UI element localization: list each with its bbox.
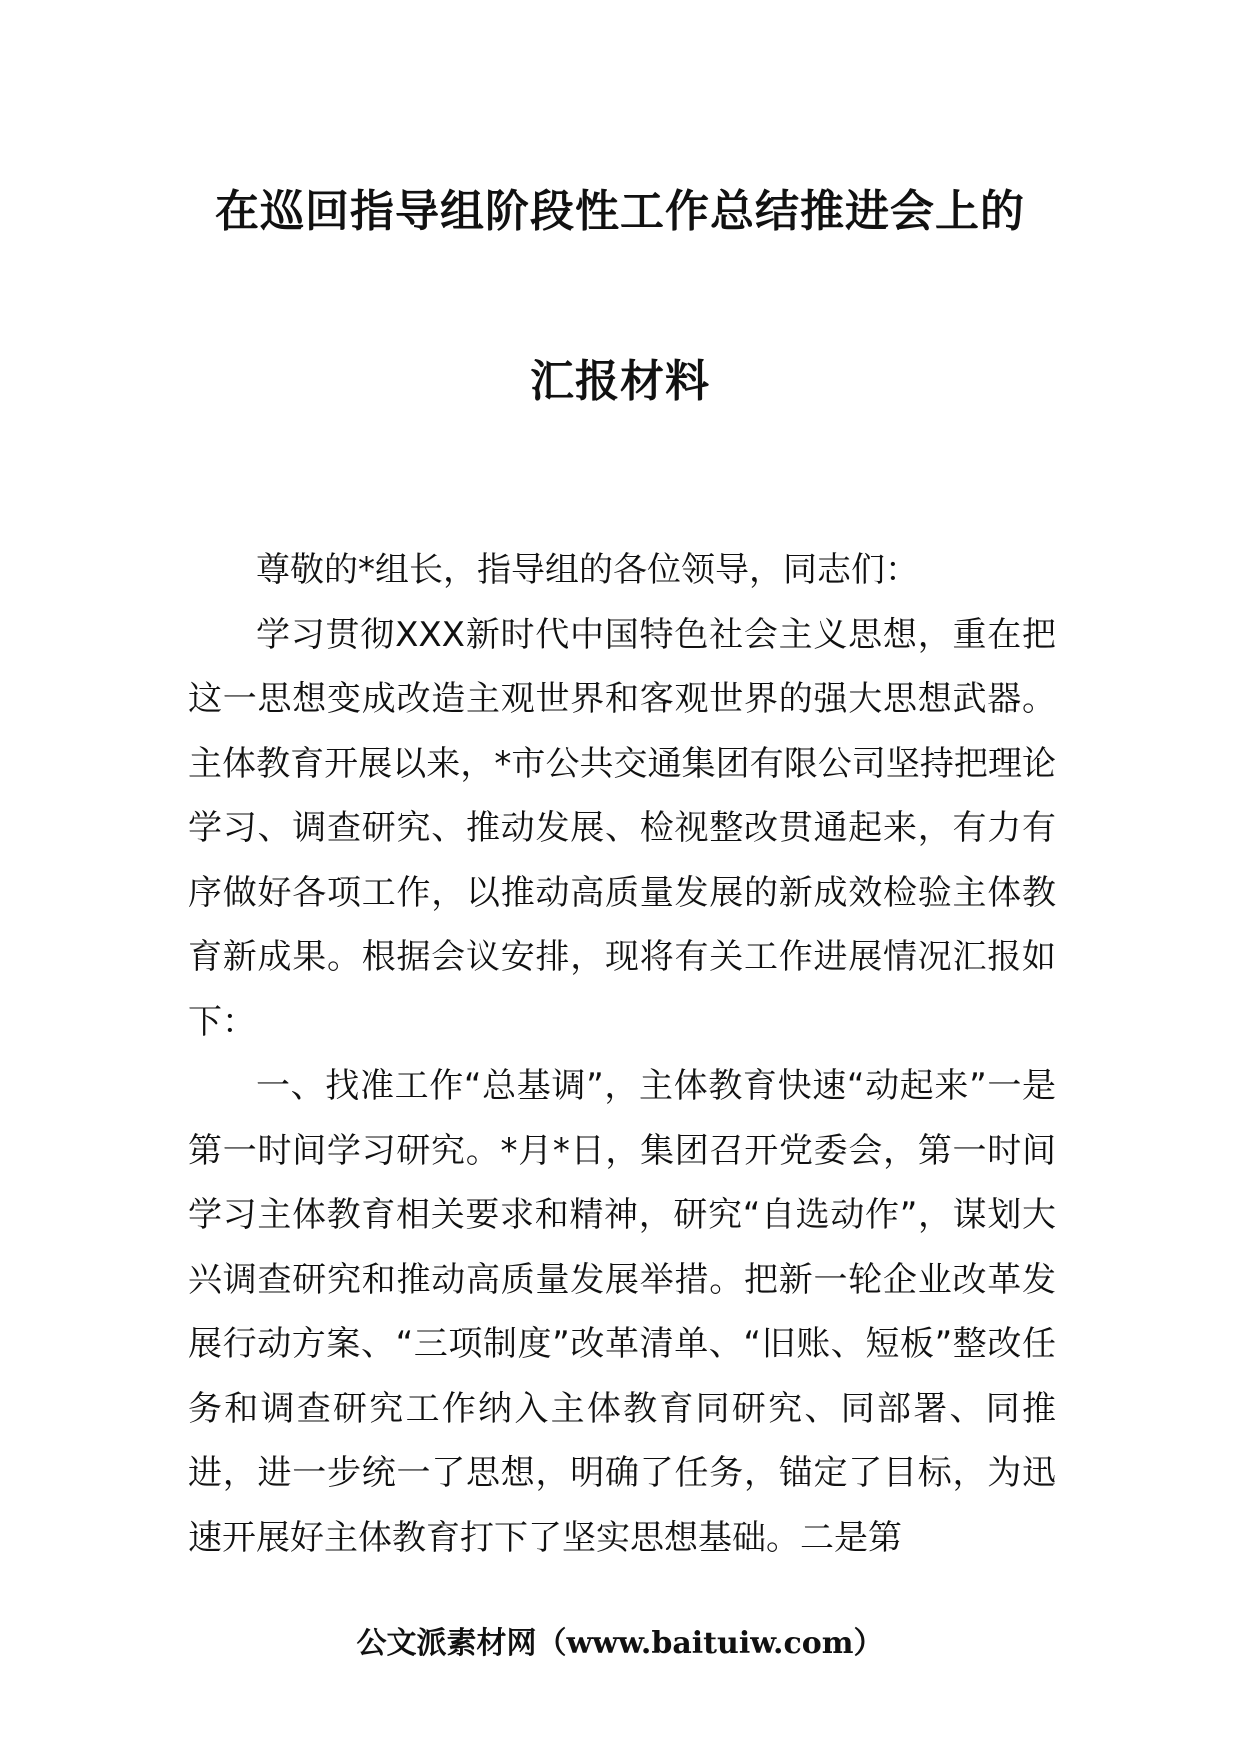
section-one-paragraph: 一、找准工作“总基调”，主体教育快速“动起来”一是第一时间学习研究。*月*日，集团召开党委会，第一时间学习主体教育相关要求和精神，研究“自选动作”，谋划大兴调查研究和推动高质量发展举措。把新一轮企业改革发展行动方案、“三项制度”改革清单、“旧账、短板”整改任务和调查研究工作纳入主体教育同研究、同部署、同推进，进一步统一了思想，明确了任务，锚定了目标，为迅速开展好主体教育打下了坚实思想基础。二是第: [188, 1066, 1056, 1558]
document-title-line-1: 在巡回指导组阶段性工作总结推进会上的: [215, 186, 1025, 237]
document-body: [188, 538, 1056, 1570]
salutation-paragraph: 尊敬的*组长，指导组的各位领导，同志们：: [256, 550, 919, 590]
footer-source: 公文派素材网（www.baituiw.com）: [356, 1626, 884, 1661]
document-title-line-2: 汇报材料: [530, 356, 710, 407]
intro-paragraph: 学习贯彻XXX新时代中国特色社会主义思想，重在把这一思想变成改造主观世界和客观世界的强大思想武器。主体教育开展以来，*市公共交通集团有限公司坚持把理论学习、调查研究、推动发展、检视整改贯通起来，有力有序做好各项工作，以推动高质量发展的新成效检验主体教育新成果。根据会议安排，现将有关工作进展情况汇报如下：: [188, 614, 1056, 1042]
